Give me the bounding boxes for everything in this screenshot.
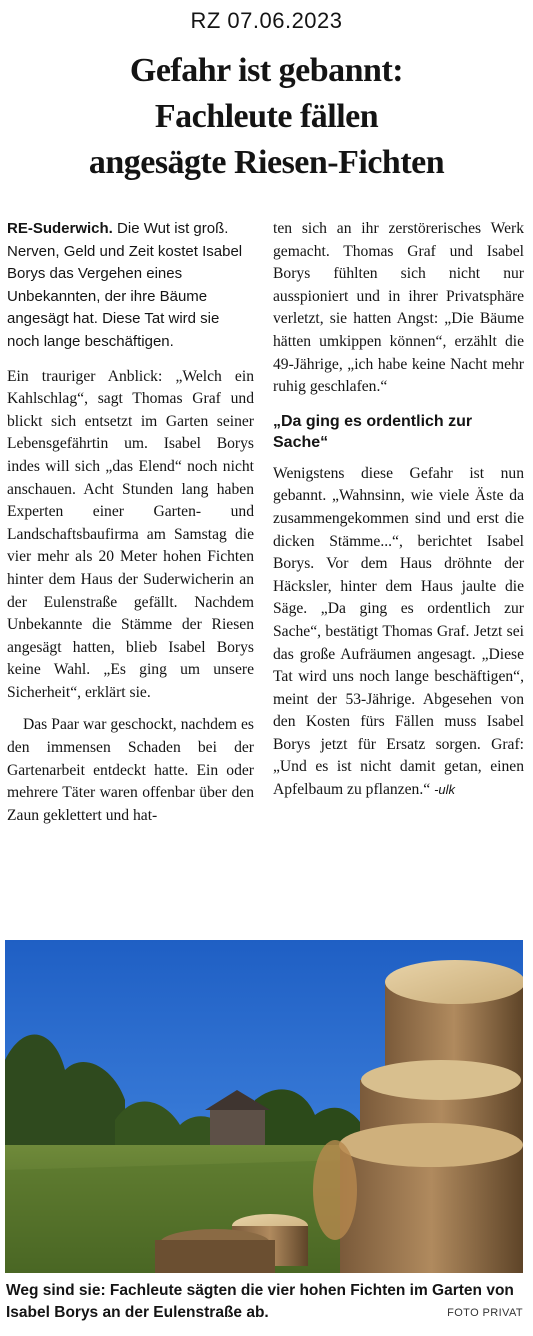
photo-credit: FOTO PRIVAT [447, 1307, 523, 1319]
paragraph-3 [273, 463, 524, 802]
headline-line-2: Fachleute fällen [154, 98, 379, 135]
paragraph-2-left: Das Paar war geschockt, nachdem es den immensen Schaden bei der Gartenarbeit entdeckt hatte. Ein oder mehrere Täter waren offenbar über den Zaun geklettert und hat- [7, 716, 254, 824]
paragraph-2-right: ten sich an ihr zerstörerisches Werk gemacht. Thomas Graf und Isabel Borys fühlten sich nicht nur ausspioniert und in ihrer Privatsphäre verletzt, sie hatten Angst: „Die Bäume hätten umkippen können“, erzählt die 49-Jährige, „ich habe keine Nacht mehr ruhig geschlafen.“ [273, 220, 524, 396]
article-column-left [7, 218, 254, 827]
lead-text: Die Wut ist groß. Nerven, Geld und Zeit kostet Isabel Borys das Vergehen eines Unbekannten, der ihre Bäume angesägt hat. Diese Tat wird sie noch lange beschäftigen. [7, 220, 243, 350]
paragraph-1: Ein trauriger Anblick: „Welch ein Kahlschlag“, sagt Thomas Graf und blickt sich entsetzt im Garten seiner Lebensgefährtin um. Isabel Borys indes will sich „das Elend“ noch nicht anschauen. Acht Stunden lang haben Experten einer Garten- und Landschaftsbaufirma am Samstag die vier mehr als 20 Meter hohen Fichten hinter dem Haus der Suderwicherin an der Eulenstraße gefällt. Nachdem Unbekannte die Stämme der Riesen angesägt hatten, blieb Isabel Borys keine Wahl. „Es ging um unsere Sicherheit“, erklärt sie. [7, 367, 254, 701]
photo-caption: Weg sind sie: Fachleute sägten die vier hohen Fichten im Garten von Isabel Borys an der Eulenstraße ab. [6, 1282, 514, 1321]
dateline: RZ 07.06.2023 [190, 8, 343, 33]
subheading: „Da ging es ordentlich zur Sache“ [273, 412, 473, 451]
headline-line-1: Gefahr ist gebannt: [129, 52, 404, 89]
headline-line-3: angesägte Riesen-Fichten [88, 144, 445, 181]
article-photo [5, 940, 523, 1273]
photo-illustration [5, 940, 523, 1273]
article-column-right [273, 218, 524, 802]
article-lead [7, 218, 254, 354]
author-tag: -ulk [434, 782, 456, 798]
paragraph-3-text: Wenigstens diese Gefahr ist nun gebannt. „Wahnsinn, wie viele Äste da zusammengekommen sind und erst die dicken Stämme...“, berichtet Isabel Borys. Vor dem Haus dröhnte der Häcksler, hinter dem Haus jaulte die Säge. „Da ging es ordentlich zur Sache“, bestätigt Thomas Graf. Jetzt sei das große Aufräumen angesagt. „Diese Tat wird uns noch lange beschäftigen“, meint der 53-Jährige. Abgesehen von den Kosten fürs Fällen muss Isabel Borys jetzt für Ersatz sorgen. Graf: „Und es ist nicht damit getan, einen Apfelbaum zu pflanzen.“ [273, 464, 524, 799]
headline [0, 48, 533, 186]
dateline-place: RE-Suderwich. [7, 220, 113, 237]
